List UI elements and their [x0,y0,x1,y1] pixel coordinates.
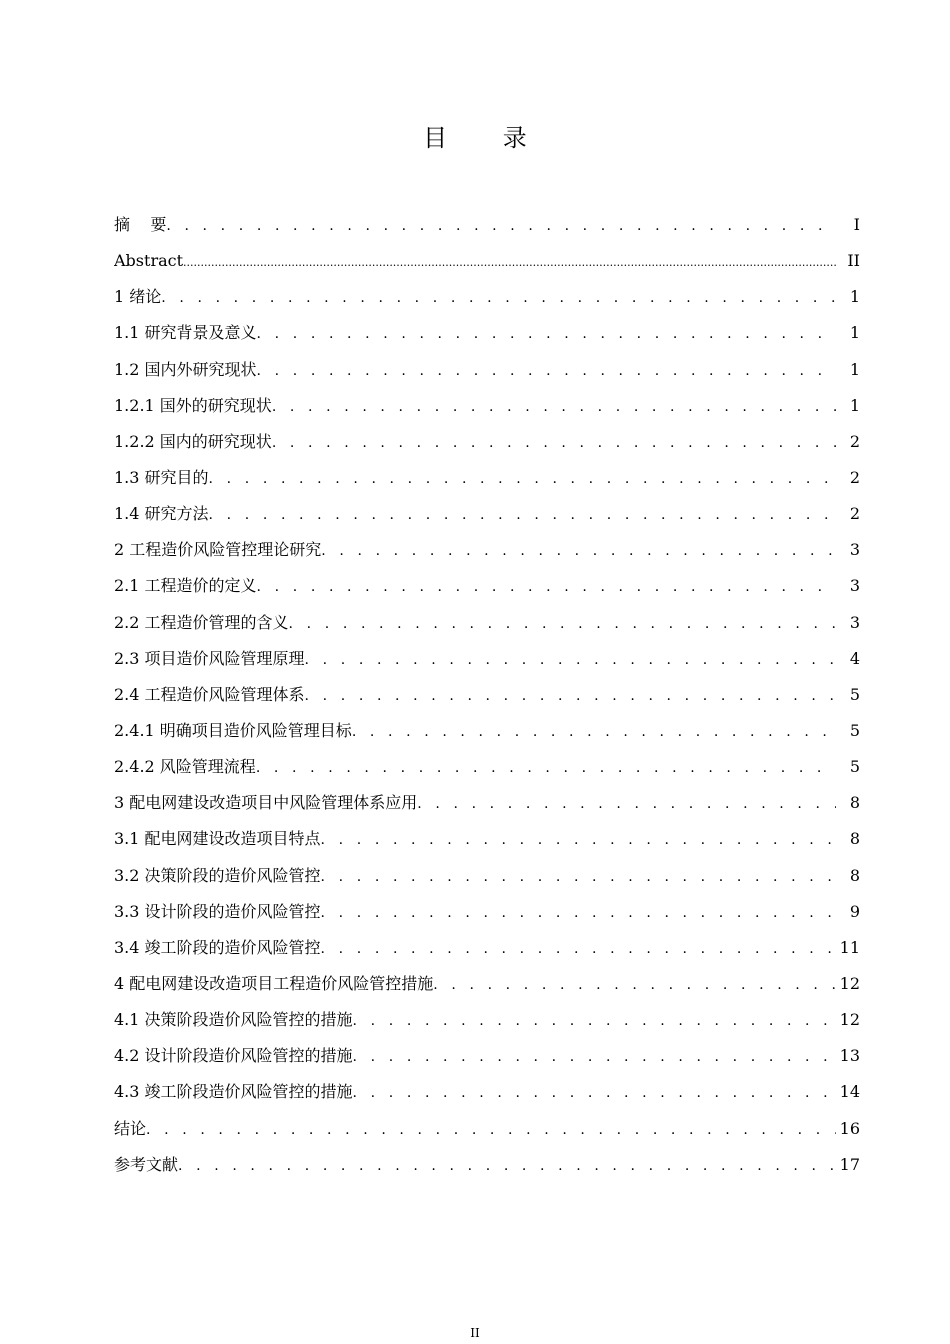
dot-leader [257,320,836,348]
toc-entry-page: 3 [849,612,860,632]
toc-entry-page: 13 [839,1046,860,1066]
toc-entry-page: 3 [849,540,860,560]
toc-entry-label: 3.1 配电网建设改造项目特点 [114,829,321,849]
dot-leader [256,754,836,782]
dot-leader [146,1116,836,1144]
toc-entry[interactable] [114,970,860,1006]
toc-entry-page: 2 [849,504,860,524]
dot-leader [353,1079,836,1107]
toc-entry-page: 5 [849,684,860,704]
toc-entry[interactable] [114,825,860,861]
toc-entry[interactable] [114,609,860,645]
dot-leader [417,790,836,818]
toc-entry[interactable] [114,1042,860,1078]
dot-leader [161,284,836,312]
toc-entry-label: 摘 要 [114,215,167,234]
toc-entry[interactable] [114,1006,860,1042]
toc-entry[interactable] [114,464,860,500]
toc-entry-page: 8 [849,865,860,885]
toc-entry-label: 3.4 竣工阶段的造价风险管控 [114,937,321,957]
dot-leader [272,429,836,457]
toc-entry-label: 2.4.2 风险管理流程 [114,757,256,777]
toc-entry-label: 2 工程造价风险管控理论研究 [114,540,322,560]
toc-entry-page: 3 [849,576,860,596]
dot-leader [166,212,836,240]
toc-entry[interactable] [114,1151,860,1187]
dot-leader [433,971,835,999]
page-number: II [470,1326,480,1340]
toc-entry-label: 参考文献 [114,1154,179,1174]
dot-leader [321,826,836,854]
toc-entry-label: 1 绪论 [114,287,162,307]
dot-leader [183,249,836,277]
dot-leader [209,501,836,529]
dot-leader [209,465,836,493]
toc-entry[interactable] [114,934,860,970]
toc-entry-page: II [847,251,860,271]
toc-entry[interactable] [114,681,860,717]
toc-entry[interactable] [114,536,860,572]
toc-entry-page: 12 [839,973,860,993]
toc-entry[interactable] [114,392,860,428]
toc-entry-label: 4.1 决策阶段造价风险管控的措施 [114,1010,353,1030]
dot-leader [178,1152,836,1180]
toc-entry-page: 16 [839,1118,860,1138]
toc-entry[interactable] [114,428,860,464]
table-of-contents [114,211,860,1187]
toc-entry-page: 9 [849,901,860,921]
page-title: 目 录 [423,124,551,152]
toc-entry-label: 4.2 设计阶段造价风险管控的措施 [114,1046,353,1066]
toc-entry-label: 2.4.1 明确项目造价风险管理目标 [114,720,352,740]
toc-entry-page: 2 [849,467,860,487]
toc-entry[interactable] [114,319,860,355]
toc-entry[interactable] [114,1115,860,1151]
toc-entry-label: 2.2 工程造价管理的含义 [114,612,289,632]
toc-entry[interactable] [114,645,860,681]
toc-entry[interactable] [114,283,860,319]
toc-entry-page: 5 [849,757,860,777]
toc-entry-abstract-cn[interactable] [114,211,860,247]
toc-entry-label: 4.3 竣工阶段造价风险管控的措施 [114,1082,353,1102]
toc-entry[interactable] [114,862,860,898]
toc-entry-page: 17 [839,1154,860,1174]
dot-leader [305,682,836,710]
toc-entry-label: 3.2 决策阶段的造价风险管控 [114,865,321,885]
toc-entry[interactable] [114,500,860,536]
toc-entry[interactable] [114,717,860,753]
toc-entry-label: 4 配电网建设改造项目工程造价风险管控措施 [114,973,434,993]
toc-entry[interactable] [114,1078,860,1114]
toc-entry-label: 1.3 研究目的 [114,467,209,487]
toc-entry-page: 1 [849,359,860,379]
toc-entry-label: 结论 [114,1118,147,1138]
toc-entry-page: 14 [839,1082,860,1102]
dot-leader [257,357,836,385]
dot-leader [305,646,836,674]
dot-leader [272,393,836,421]
toc-entry-label: 1.2.2 国内的研究现状 [114,431,272,451]
toc-entry-page: 4 [849,648,860,668]
toc-entry[interactable] [114,789,860,825]
toc-entry[interactable] [114,898,860,934]
dot-leader [289,610,836,638]
toc-entry-label: 2.1 工程造价的定义 [114,576,257,596]
dot-leader [352,718,836,746]
dot-leader [353,1007,836,1035]
toc-entry-page: 1 [849,287,860,307]
dot-leader [353,1043,836,1071]
toc-entry-page: 8 [849,829,860,849]
toc-entry-page: 1 [849,395,860,415]
toc-entry-label: 1.2 国内外研究现状 [114,359,257,379]
toc-entry-label: 3 配电网建设改造项目中风险管理体系应用 [114,793,418,813]
toc-entry-page: 12 [839,1010,860,1030]
toc-entry-label: Abstract [114,251,184,271]
toc-entry-page: I [853,215,860,234]
toc-entry[interactable] [114,572,860,608]
toc-entry-label: 2.4 工程造价风险管理体系 [114,684,305,704]
toc-entry-label: 1.1 研究背景及意义 [114,323,257,343]
dot-leader [321,863,836,891]
toc-entry[interactable] [114,356,860,392]
dot-leader [321,899,836,927]
toc-entry-label: 1.4 研究方法 [114,504,209,524]
toc-entry-label: 2.3 项目造价风险管理原理 [114,648,305,668]
toc-entry-page: 1 [849,323,860,343]
toc-entry-page: 5 [849,720,860,740]
toc-entry-page: 11 [839,937,860,957]
toc-entry-abstract-en[interactable] [114,247,860,283]
toc-entry-page: 2 [849,431,860,451]
dot-leader [257,573,836,601]
toc-entry[interactable] [114,753,860,789]
dot-leader [321,537,836,565]
toc-entry-label: 1.2.1 国外的研究现状 [114,395,272,415]
toc-entry-page: 8 [849,793,860,813]
dot-leader [321,935,836,963]
toc-entry-label: 3.3 设计阶段的造价风险管控 [114,901,321,921]
